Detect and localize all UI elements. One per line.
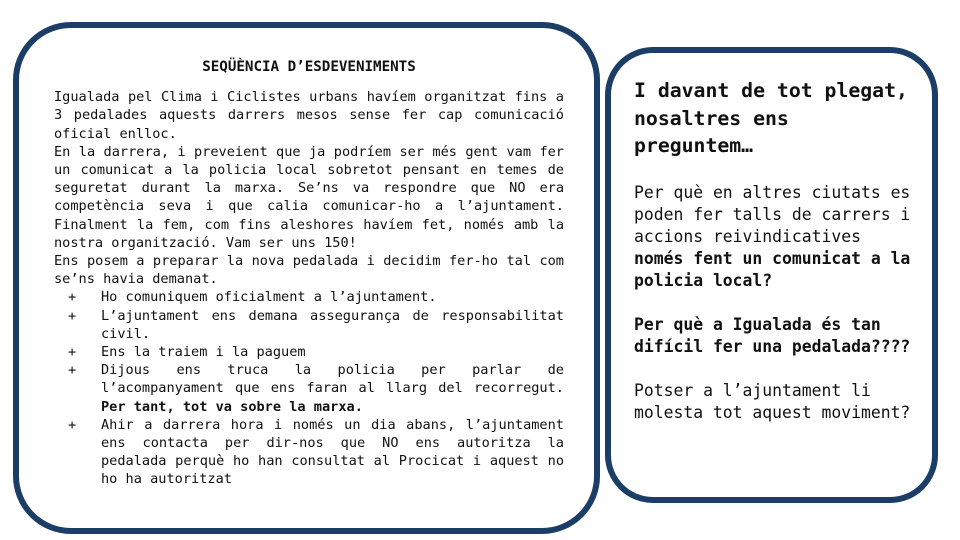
intro-paragraph: Igualada pel Clima i Ciclistes urbans havíem organitzat fins a 3 pedalades aquests darrers mesos sense fer cap comunicació oficial enlloc.	[54, 89, 564, 142]
step-text: Ahir a darrera hora i només un dia abans, l’ajuntament ens contacta per dir-nos que NO ens autoritza la pedalada perquè ho han consultat al Procicat i aquest no ho ha autoritzat	[101, 416, 564, 488]
question-1	[634, 182, 914, 292]
plus-bullet-icon: +	[68, 344, 77, 361]
list-item	[68, 416, 564, 489]
step-text: L’ajuntament ens demana assegurança de responsabilitat civil.	[101, 307, 564, 342]
closing-question: Potser a l’ajuntament li molesta tot aquest moviment?	[634, 380, 911, 422]
last-ride-paragraph: En la darrera, i preveient que ja podríem ser més gent vam fer un comunicat a la policia local sobretot pensant en temes de seguretat durant la marxa. Se’ns va respondre que NO era competència seva i que calia comunicar-ho a l’ajuntament. Finalment la fem, com fins aleshores havíem fet, només amb la nostra organització. Vam ser uns 150!	[54, 143, 564, 251]
step-text: Ho comuniquem oficialment a l’ajuntament.	[101, 289, 437, 306]
events-sequence-heading: SEQÜÈNCIA D’ESDEVENIMENTS	[202, 59, 416, 75]
spacer	[634, 292, 914, 314]
step-text: Dijous ens truca la policia per parlar de l’acompanyament que ens faran al llarg del recorregut.	[101, 362, 564, 397]
question-1-text: Per què en altres ciutats es poden fer talls de carrers i accions reivindicatives	[634, 182, 911, 246]
plus-bullet-icon: +	[68, 416, 77, 433]
steps-list	[54, 288, 564, 488]
questions-panel	[605, 47, 938, 503]
plus-bullet-icon: +	[68, 362, 77, 379]
list-item	[68, 361, 564, 416]
list-item	[68, 343, 564, 361]
question-2-bold: Per què a Igualada és tan difícil fer una pedalada????	[634, 314, 911, 356]
list-item	[68, 288, 564, 306]
questions-title: I davant de tot plegat, nosaltres ens preguntem…	[634, 79, 908, 157]
plus-bullet-icon: +	[68, 289, 77, 306]
step-bold-text: Per tant, tot va sobre la marxa.	[101, 398, 363, 415]
question-2	[634, 314, 914, 358]
step-text: Ens la traiem i la paguem	[101, 344, 306, 361]
events-sequence-content	[54, 58, 564, 489]
question-1-bold: només fent un comunicat a la policia local?	[634, 248, 911, 290]
spacer	[634, 358, 914, 380]
list-item	[68, 307, 564, 343]
events-sequence-panel	[13, 22, 600, 534]
questions-content	[634, 77, 914, 424]
new-ride-paragraph: Ens posem a preparar la nova pedalada i decidim fer-ho tal com se’ns havia demanat.	[54, 253, 564, 288]
plus-bullet-icon: +	[68, 307, 77, 324]
